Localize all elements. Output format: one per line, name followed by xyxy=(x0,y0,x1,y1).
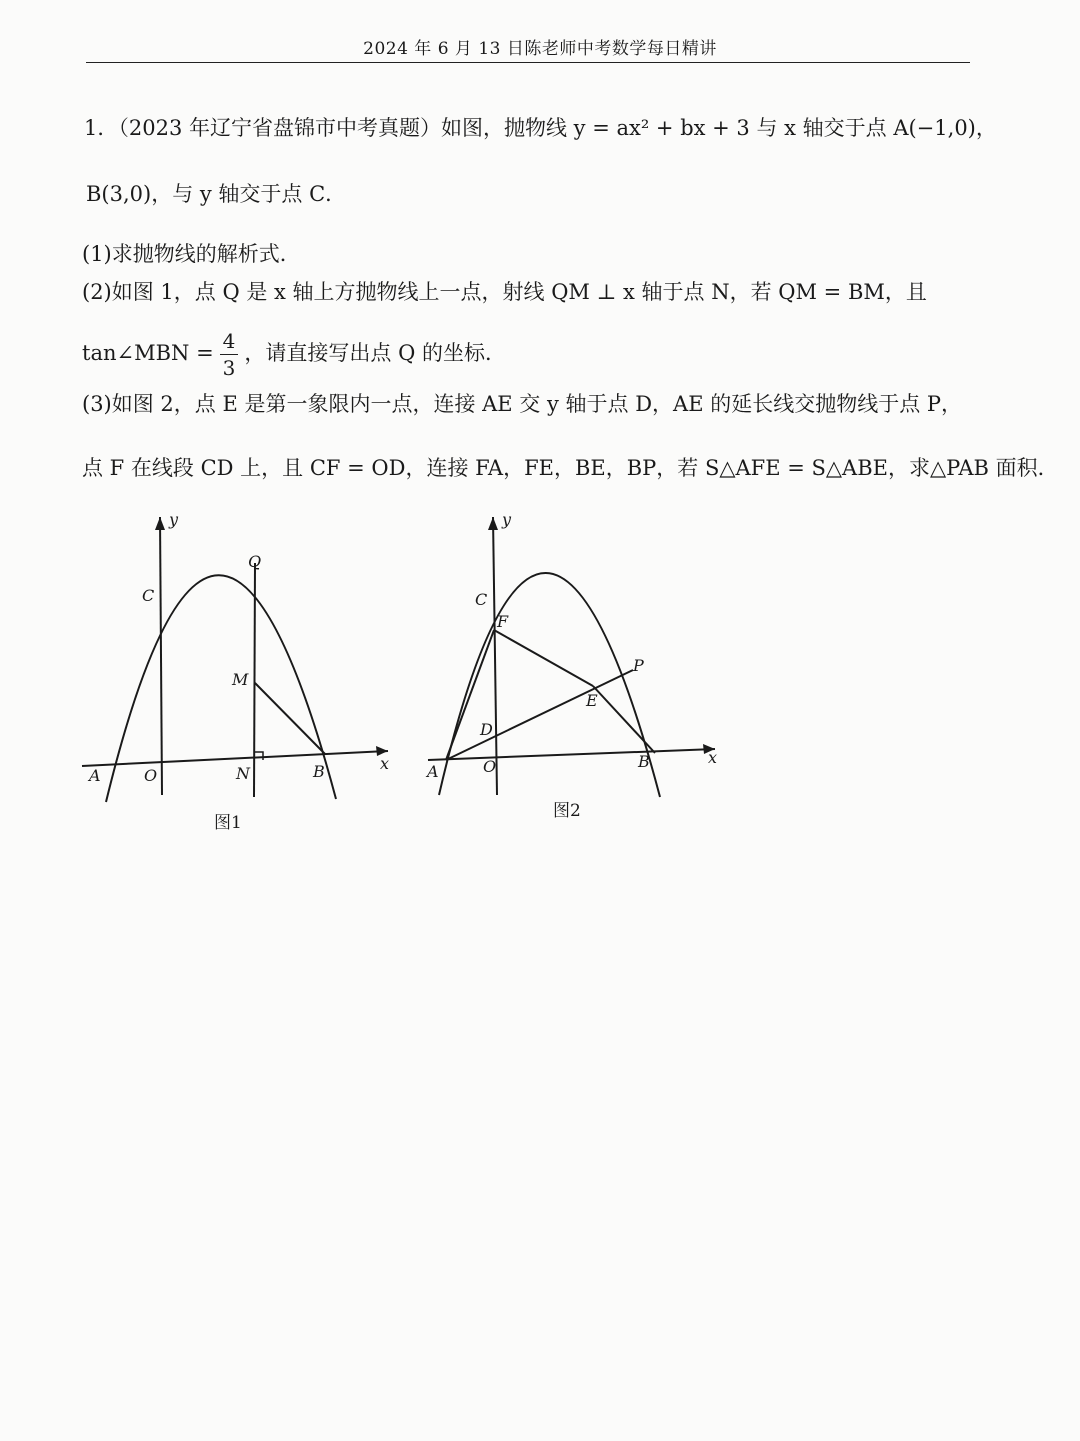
part-2-suffix: ，请直接写出点 Q 的坐标． xyxy=(244,341,506,365)
label-y: y xyxy=(502,510,512,529)
segment-qn xyxy=(254,563,255,797)
x-axis xyxy=(82,751,388,766)
fraction-numerator: 4 xyxy=(220,328,239,355)
figure-2-diagram xyxy=(410,505,730,815)
fraction-denominator: 3 xyxy=(222,356,236,380)
label-o: O xyxy=(144,766,158,785)
figure-1-caption: 图1 xyxy=(214,813,242,833)
label-q: Q xyxy=(248,552,262,571)
part-3-line-1: (3)如图 2，点 E 是第一象限内一点，连接 AE 交 y 轴于点 D，AE 的延长线交抛物线于点 P， xyxy=(82,392,963,416)
right-angle-mark xyxy=(255,752,263,760)
fraction-4-3 xyxy=(220,328,239,381)
problem-line-2: B(3,0)，与 y 轴交于点 C． xyxy=(86,182,347,206)
tan-expression: tan∠MBN = xyxy=(82,341,214,365)
label-c: C xyxy=(475,590,488,609)
label-y: y xyxy=(169,510,179,529)
segment-mb xyxy=(255,683,325,754)
y-axis-arrow xyxy=(488,517,498,530)
figure-2-caption: 图2 xyxy=(553,801,581,821)
figure-1-diagram xyxy=(70,505,410,815)
label-o: O xyxy=(483,757,497,776)
part-2-line-1: (2)如图 1，点 Q 是 x 轴上方抛物线上一点，射线 QM ⊥ x 轴于点 N，若 QM = BM，且 xyxy=(82,280,927,304)
header-title: 2024 年 6 月 13 日陈老师中考数学每日精讲 xyxy=(363,39,717,59)
y-axis-arrow xyxy=(155,517,165,530)
part-3-line-2: 点 F 在线段 CD 上，且 CF = OD，连接 FA，FE，BE，BP，若 S△AFE = S△ABE，求△PAB 面积． xyxy=(82,456,1059,480)
label-d: D xyxy=(480,720,493,739)
x-axis xyxy=(428,749,715,760)
part-2-line-2 xyxy=(82,328,506,381)
label-e: E xyxy=(586,691,598,710)
label-x: x xyxy=(380,754,390,773)
label-n: N xyxy=(236,764,250,783)
label-a: A xyxy=(89,766,101,785)
y-axis xyxy=(160,517,162,795)
label-f: F xyxy=(497,612,509,631)
label-b: B xyxy=(313,762,325,781)
label-c: C xyxy=(142,586,155,605)
problem-line-1: 1．（2023 年辽宁省盘锦市中考真题）如图，抛物线 y = ax² + bx + 3 与 x 轴交于点 A(−1,0)， xyxy=(84,116,997,140)
label-p: P xyxy=(633,656,644,675)
label-a: A xyxy=(427,762,439,781)
y-axis xyxy=(493,517,497,795)
label-x: x xyxy=(708,748,718,767)
parabola xyxy=(106,575,336,802)
segment-fe xyxy=(494,630,593,686)
label-m: M xyxy=(232,670,249,689)
label-b: B xyxy=(638,752,650,771)
parabola xyxy=(439,573,660,797)
part-1: (1)求抛物线的解析式． xyxy=(82,242,301,266)
header-divider xyxy=(86,62,970,63)
segment-eb xyxy=(593,686,655,753)
